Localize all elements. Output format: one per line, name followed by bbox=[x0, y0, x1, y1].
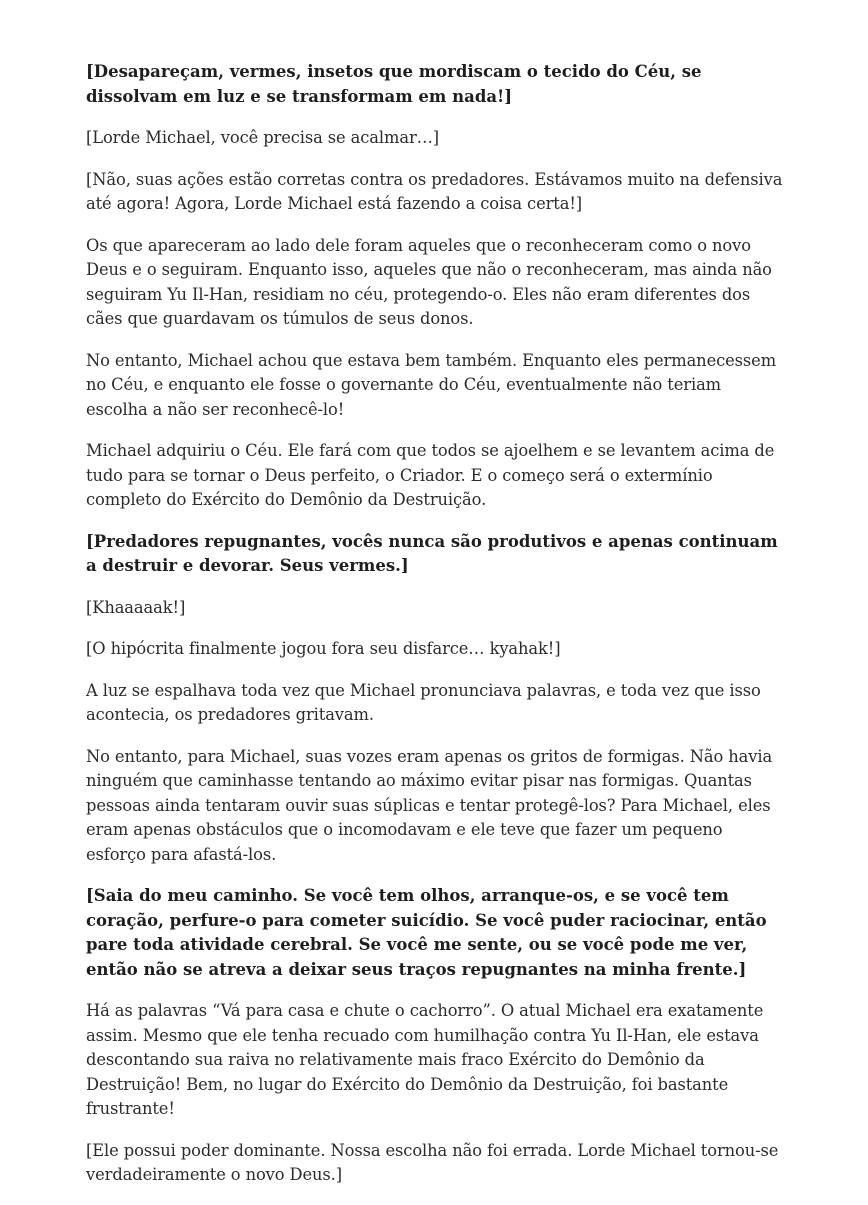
dialogue-paragraph: [O hipócrita finalmente jogou fora seu disfarce… kyahak!] bbox=[86, 639, 561, 658]
narration-paragraph: Michael adquiriu o Céu. Ele fará com que todos se ajoelhem e se levantem acima de tudo para se tornar o Deus perfeito, o Criador. E o começo será o extermínio completo do Exército do Demônio da Destruição. bbox=[86, 441, 775, 509]
dialogue-paragraph: [Lorde Michael, você precisa se acalmar…] bbox=[86, 128, 440, 147]
narration-paragraph: Há as palavras “Vá para casa e chute o cachorro”. O atual Michael era exatamente assim. Mesmo que ele tenha recuado com humilhação contra Yu Il-Han, ele estava descontando sua raiva no relativamente mais fraco Exército do Demônio da Destruição! Bem, no lugar do Exército do Demônio da Destruição, foi bastante frustrante! bbox=[86, 1001, 764, 1118]
dialogue-bold-paragraph: [Saia do meu caminho. Se você tem olhos, arranque-os, e se você tem coração, perfure-o para cometer suicídio. Se você puder raciocinar, então pare toda atividade cerebral. Se você me sente, ou se você pode me ver, então não se atreva a deixar seus traços repugnantes na minha frente.] bbox=[86, 886, 767, 979]
document-body bbox=[86, 60, 786, 1205]
dialogue-bold-paragraph: [Desapareçam, vermes, insetos que mordiscam o tecido do Céu, se dissolvam em luz e se transformam em nada!] bbox=[86, 62, 702, 106]
narration-paragraph: No entanto, Michael achou que estava bem também. Enquanto eles permanecessem no Céu, e enquanto ele fosse o governante do Céu, eventualmente não teriam escolha a não ser reconhecê-lo! bbox=[86, 350, 777, 419]
narration-paragraph: Os que apareceram ao lado dele foram aqueles que o reconheceram como o novo Deus e o seguiram. Enquanto isso, aqueles que não o reconheceram, mas ainda não seguiram Yu Il-Han, residiam no céu, protegendo-o. Eles não eram diferentes dos cães que guardavam os túmulos de seus donos. bbox=[86, 235, 772, 328]
narration-paragraph: No entanto, para Michael, suas vozes eram apenas os gritos de formigas. Não havia ninguém que caminhasse tentando ao máximo evitar pisar nas formigas. Quantas pessoas ainda tentaram ouvir suas súplicas e tentar protegê-los? Para Michael, eles eram apenas obstáculos que o incomodavam e ele teve que fazer um pequeno esforço para afastá-los. bbox=[86, 746, 773, 864]
dialogue-bold-paragraph: [Predadores repugnantes, vocês nunca são produtivos e apenas continuam a destruir e devorar. Seus vermes.] bbox=[86, 531, 778, 575]
dialogue-paragraph: [Khaaaaak!] bbox=[86, 597, 186, 617]
dialogue-paragraph: [Ele possui poder dominante. Nossa escolha não foi errada. Lorde Michael tornou-se verdadeiramente o novo Deus.] bbox=[86, 1140, 779, 1184]
dialogue-paragraph: [Não, suas ações estão corretas contra os predadores. Estávamos muito na defensiva até agora! Agora, Lorde Michael está fazendo a coisa certa!] bbox=[86, 169, 783, 213]
narration-paragraph: A luz se espalhava toda vez que Michael pronunciava palavras, e toda vez que isso acontecia, os predadores gritavam. bbox=[86, 680, 761, 724]
